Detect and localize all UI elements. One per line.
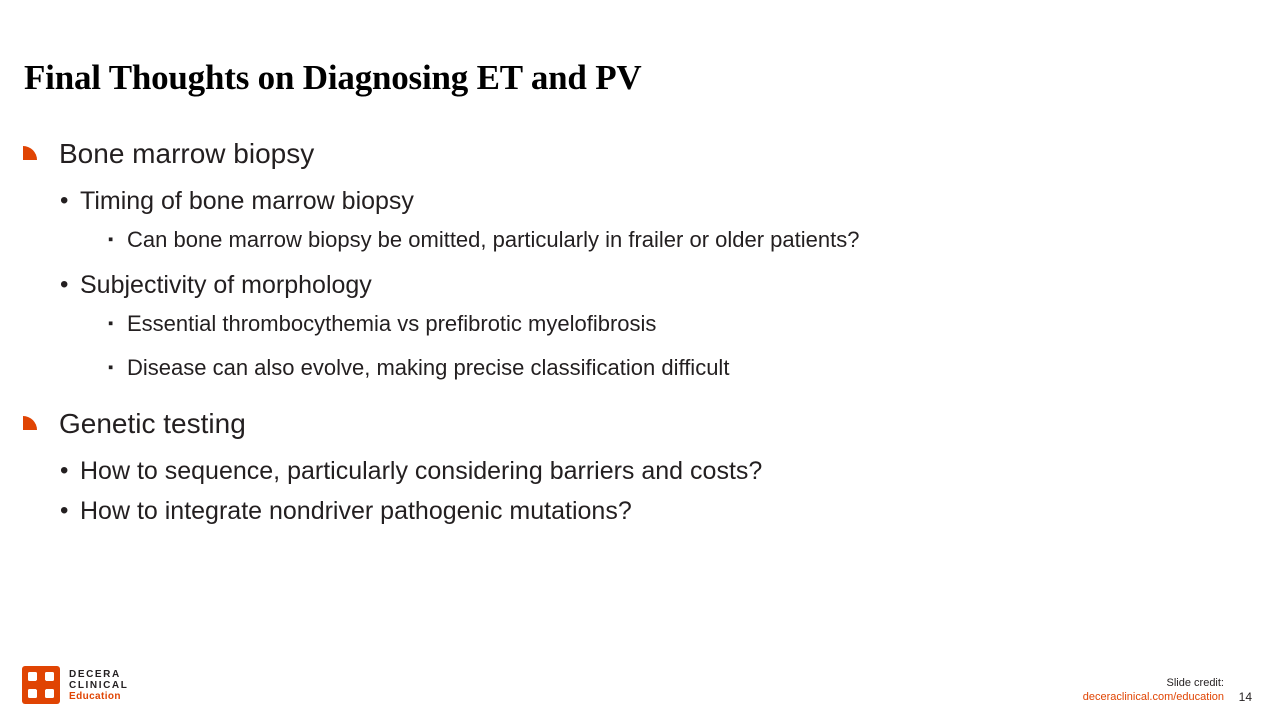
logo-mark-icon (22, 666, 60, 704)
bullet-level2-subjectivity (22, 266, 1258, 304)
spacer (22, 388, 1258, 402)
bullet-level2-label: How to sequence, particularly considering barriers and costs? (80, 457, 763, 485)
bullet-level2-timing (22, 182, 1258, 220)
bullet-level1-genetic-testing (22, 402, 1258, 446)
slide-credit (1083, 676, 1224, 704)
bullet-level3-label: Disease can also evolve, making precise classification difficult (127, 355, 730, 380)
page-number: 14 (1238, 690, 1252, 704)
bullet-level3-et-vs-prefibrotic (22, 306, 1258, 342)
logo-wordmark (69, 669, 128, 702)
bullet-level2-label: Timing of bone marrow biopsy (80, 187, 414, 215)
decera-clinical-education-logo (22, 666, 128, 704)
slide-credit-label: Slide credit: (1166, 677, 1224, 689)
bullet-level2-how-to-sequence (22, 452, 1258, 490)
square-bullet-icon: ▪ (108, 315, 114, 332)
square-bullet-icon: ▪ (108, 359, 114, 376)
bullet-level2-nondriver-mutations (22, 492, 1258, 530)
orange-quarter-circle-icon (22, 145, 38, 161)
dot-bullet-icon: • (60, 497, 69, 524)
bullet-level1-bone-marrow-biopsy (22, 132, 1258, 176)
bullet-level1-label: Bone marrow biopsy (59, 138, 315, 169)
bullet-level2-label: Subjectivity of morphology (80, 271, 372, 299)
bullet-level3-disease-evolve (22, 350, 1258, 386)
logo-line-1: DECERA (69, 668, 121, 680)
dot-bullet-icon: • (60, 457, 69, 484)
bullet-level2-label: How to integrate nondriver pathogenic mutations? (80, 497, 632, 525)
square-bullet-icon: ▪ (108, 231, 114, 248)
orange-quarter-circle-icon (22, 415, 38, 431)
logo-line-3: Education (69, 690, 121, 702)
logo-line-2: CLINICAL (69, 679, 129, 691)
dot-bullet-icon: • (60, 187, 69, 214)
page-title: Final Thoughts on Diagnosing ET and PV (24, 58, 642, 97)
bullet-level3-omitted-biopsy (22, 222, 1258, 258)
slide-body (22, 132, 1258, 532)
slide-credit-link[interactable]: deceraclinical.com/education (1082, 691, 1224, 703)
bullet-level1-label: Genetic testing (59, 408, 246, 439)
dot-bullet-icon: • (60, 271, 69, 298)
bullet-level3-label: Can bone marrow biopsy be omitted, particularly in frailer or older patients? (127, 227, 860, 252)
bullet-level3-label: Essential thrombocythemia vs prefibrotic myelofibrosis (127, 311, 657, 336)
